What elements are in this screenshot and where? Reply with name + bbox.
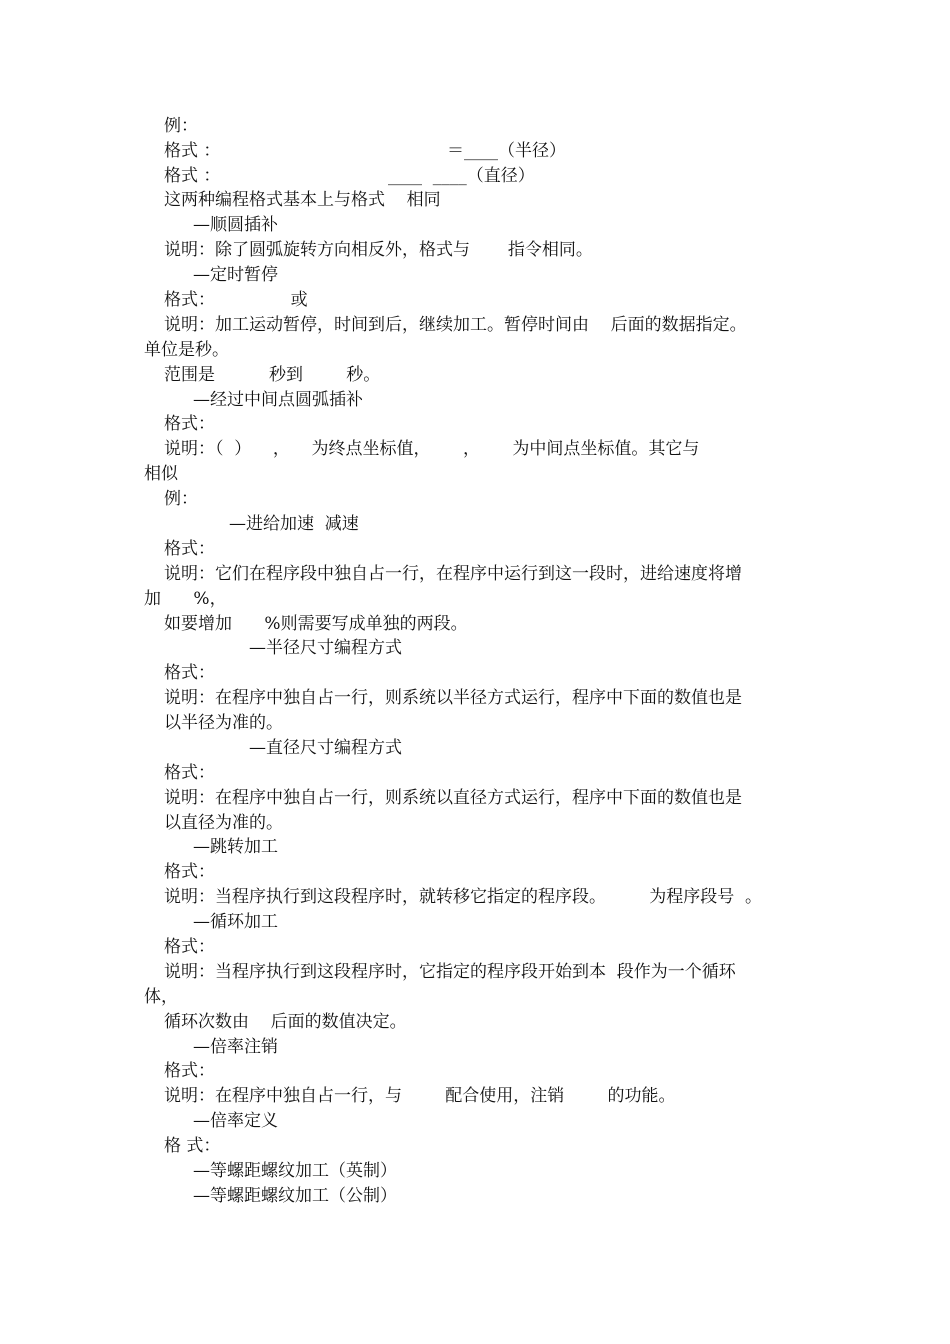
text-line: 体， — [144, 987, 178, 1007]
text-line: 格式： — [164, 663, 215, 683]
text-line: —直径尺寸编程方式 — [249, 738, 402, 758]
text-line: 以半径为准的。 — [164, 713, 283, 733]
text-line: 格式： — [164, 763, 215, 783]
text-line: 格式： — [164, 1061, 215, 1081]
text-line: ＝____（半径） — [447, 141, 566, 161]
text-line: 说明：加工运动暂停，时间到后，继续加工。暂停时间由 后面的数据指定。 — [164, 315, 747, 335]
text-line: —顺圆插补 — [193, 215, 278, 235]
text-line: —半径尺寸编程方式 — [249, 638, 402, 658]
text-line: ____ ____（直径） — [388, 166, 535, 186]
text-line: 相似 — [144, 464, 178, 484]
text-line: —进给加速 减速 — [229, 514, 359, 534]
text-line: 说明：它们在程序段中独自占一行，在程序中运行到这一段时，进给速度将增 — [164, 564, 742, 584]
text-line: —定时暂停 — [193, 265, 278, 285]
text-line: 格式： — [164, 862, 215, 882]
text-line: 以直径为准的。 — [164, 813, 283, 833]
text-line: 格式 ： — [164, 141, 221, 161]
text-line: 加 %， — [144, 589, 227, 609]
text-line: 说明：在程序中独自占一行，与 配合使用，注销 的功能。 — [164, 1086, 676, 1106]
text-line: —等螺距螺纹加工（英制） — [193, 1161, 397, 1181]
text-line: —循环加工 — [193, 912, 278, 932]
text-line: 说明：当程序执行到这段程序时，就转移它指定的程序段。 为程序段号 。 — [164, 887, 763, 907]
text-line: 格式： — [164, 937, 215, 957]
text-line: 例： — [164, 489, 198, 509]
text-line: 格式： — [164, 414, 215, 434]
text-line: 说明：在程序中独自占一行，则系统以直径方式运行，程序中下面的数值也是 — [164, 788, 742, 808]
text-line: —等螺距螺纹加工（公制） — [193, 1186, 397, 1206]
text-line: —跳转加工 — [193, 837, 278, 857]
text-line: 格 式： — [164, 1136, 221, 1156]
text-line: —经过中间点圆弧插补 — [193, 390, 363, 410]
text-line: 说明：在程序中独自占一行，则系统以半径方式运行，程序中下面的数值也是 — [164, 688, 742, 708]
text-line: 这两种编程格式基本上与格式 相同 — [164, 190, 441, 210]
text-line: 例： — [164, 116, 198, 136]
text-line: —倍率注销 — [193, 1037, 278, 1057]
text-line: 说明：当程序执行到这段程序时，它指定的程序段开始到本 段作为一个循环 — [164, 962, 736, 982]
text-line: 格式： — [164, 539, 215, 559]
text-line: 范围是 秒到 秒。 — [164, 365, 381, 385]
text-line: 单位是秒。 — [144, 340, 229, 360]
text-line: 说明：（ ） ， 为终点坐标值， ， 为中间点坐标值。其它与 — [164, 439, 700, 459]
text-line: 如要增加 %则需要写成单独的两段。 — [164, 614, 468, 634]
text-line: 说明：除了圆弧旋转方向相反外，格式与 指令相同。 — [164, 240, 593, 260]
text-line: 循环次数由 后面的数值决定。 — [164, 1012, 407, 1032]
text-line: 格式 ： — [164, 166, 221, 186]
text-line: —倍率定义 — [193, 1111, 278, 1131]
text-line: 格式： 或 — [164, 290, 308, 310]
